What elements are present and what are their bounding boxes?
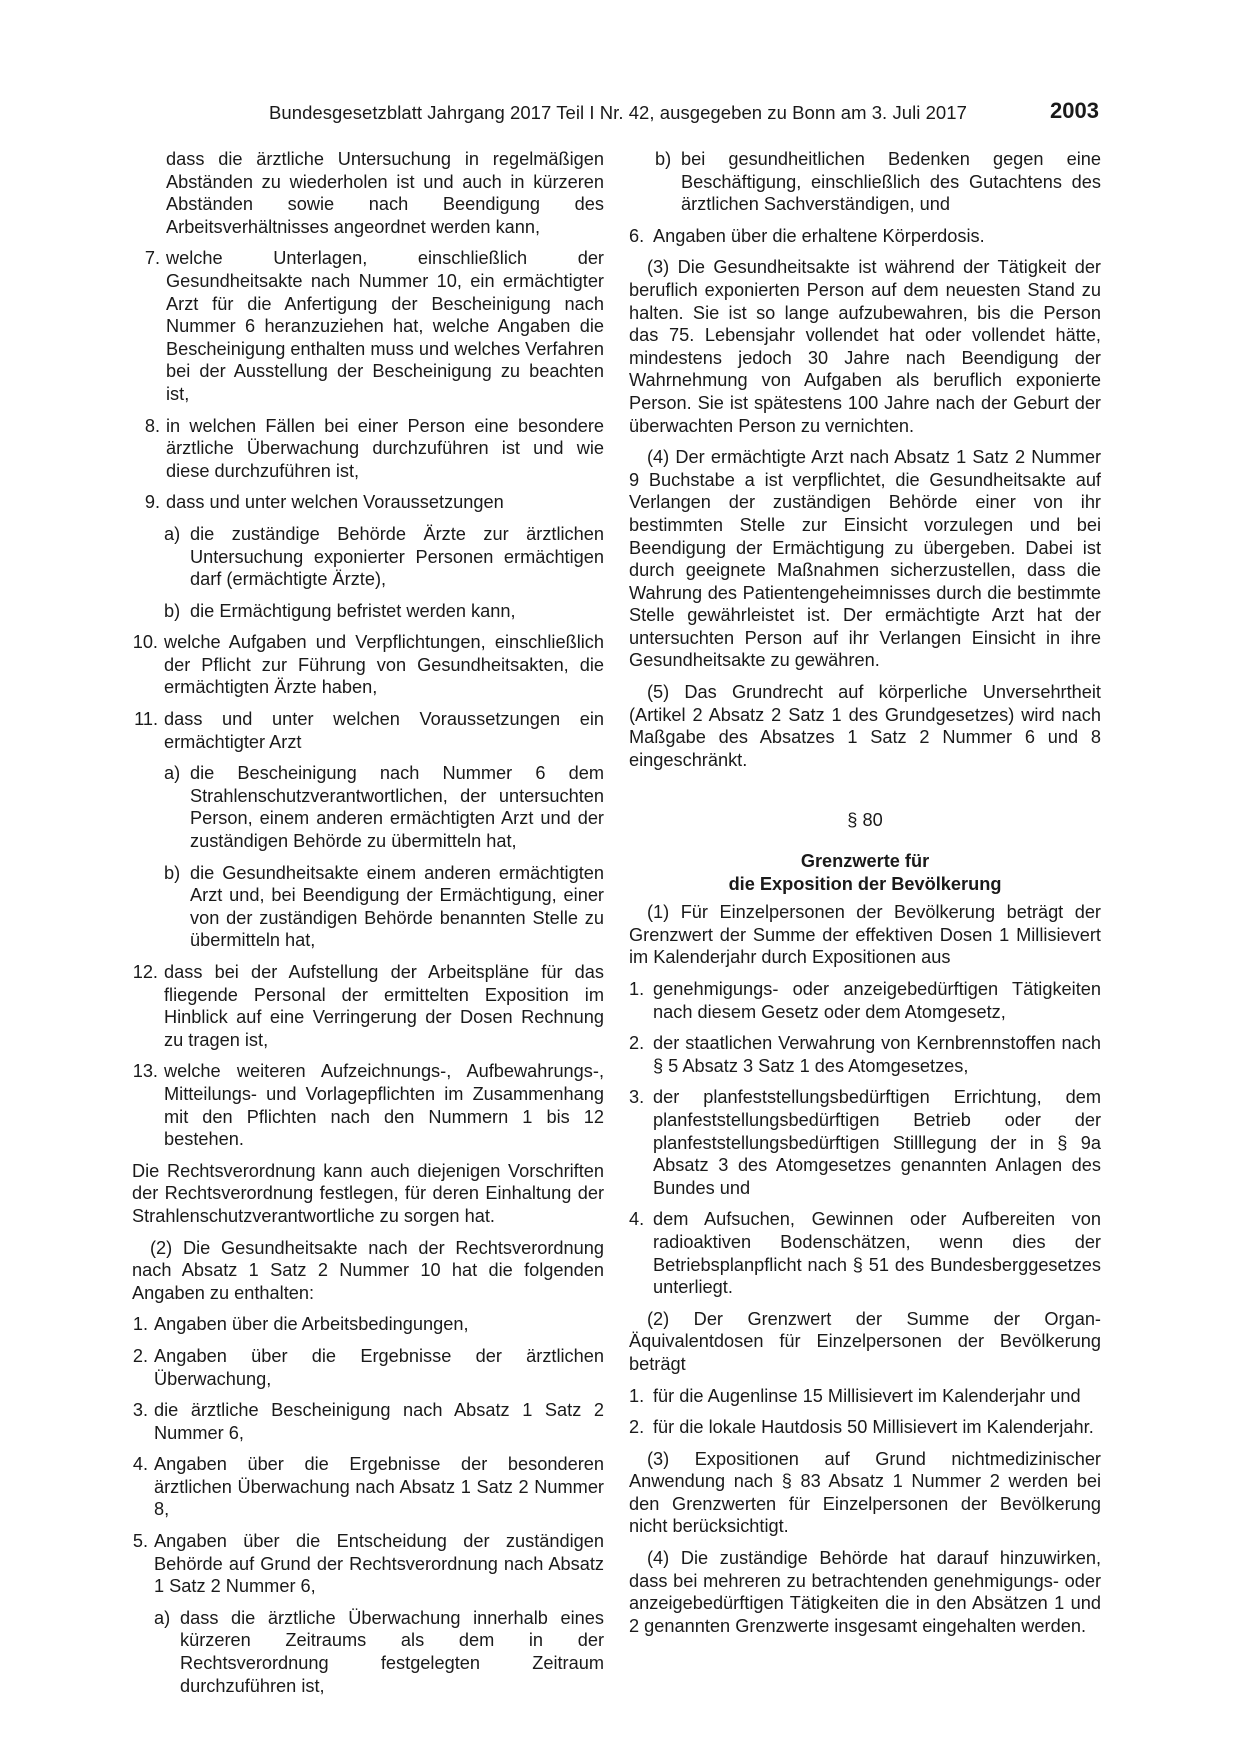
list-item xyxy=(132,1060,604,1150)
list-item-text: dass und unter welchen Voraussetzungen xyxy=(166,492,504,513)
section-title-line-1: Grenzwerte für xyxy=(800,851,930,872)
list-item xyxy=(120,1399,604,1444)
list-item-number: 5. xyxy=(132,1531,148,1552)
list-item xyxy=(629,1416,1101,1439)
list-item-text: Angaben über die erhaltene Körperdosis. xyxy=(653,225,985,246)
list-item-number: 2. xyxy=(629,1033,645,1054)
sub-list-item-text: die Gesundheitsakte einem anderen ermächtigten Arzt und, bei Beendigung der Ermächtigung, einer von der zuständigen Behörde benannten Stelle zu übermitteln hat, xyxy=(190,862,604,951)
left-column xyxy=(132,148,604,1706)
list-item-number: 1. xyxy=(629,1385,645,1406)
sub-list-item-text: bei gesundheitlichen Bedenken gegen eine Beschäftigung, einschließlich des Gutachtens des ärztlichen Sachverständigen, und xyxy=(681,149,1101,215)
list-item xyxy=(629,1208,1101,1298)
paragraph: dass die ärztliche Untersuchung in regelmäßigen Abständen zu wiederholen ist und auch in kürzeren Abständen sowie nach Beendigung des Arbeitsverhältnisses angeordnet werden kann, xyxy=(166,149,604,237)
list-item-text: der staatlichen Verwahrung von Kernbrennstoffen nach § 5 Absatz 3 Satz 1 des Atomgesetzes, xyxy=(653,1033,1101,1076)
right-column xyxy=(629,148,1101,1646)
section-title-line-2: die Exposition der Bevölkerung xyxy=(728,873,1002,894)
list-item-number: 6. xyxy=(629,225,645,246)
list-item xyxy=(132,631,604,699)
list-item-number: 13. xyxy=(132,1061,158,1082)
list-item-number: 3. xyxy=(629,1087,645,1108)
list-item xyxy=(629,1032,1101,1077)
sub-list-item-letter: b) xyxy=(655,149,672,169)
paragraph-absatz-3: (3) Die Gesundheitsakte ist während der Tätigkeit der beruflich exponierten Person auf dem neuesten Stand zu halten. Sie ist so lange aufzubewahren, bis die Person das 75. Lebensjahr vollendet hat oder vollendet hätte, mindestens jedoch 30 Jahre nach Beendigung der Wahrnehmung von Aufgaben als beruflich exponierte Person. Sie ist spätestens 100 Jahre nach der Geburt der überwachten Person zu vernichten. xyxy=(629,257,1101,436)
sub-list-item xyxy=(164,523,604,591)
list-item-number: 10. xyxy=(132,632,158,653)
header-title: Bundesgesetzblatt Jahrgang 2017 Teil I Nr. 42, ausgegeben zu Bonn am 3. Juli 2017 xyxy=(269,102,967,123)
list-item-text: für die Augenlinse 15 Millisievert im Kalenderjahr und xyxy=(653,1385,1081,1406)
section-number: § 80 xyxy=(847,810,883,831)
sub-list-item-letter: a) xyxy=(164,523,181,544)
list-item-text: in welchen Fällen bei einer Person eine besondere ärztliche Überwachung durchzuführen ist und wie diese durchzuführen ist, xyxy=(166,415,604,481)
paragraph-s80-absatz-3: (3) Expositionen auf Grund nichtmedizinischer Anwendung nach § 83 Absatz 1 Nummer 2 werden bei den Grenzwerten für Einzelpersonen der Bevölkerung nicht berücksichtigt. xyxy=(629,1448,1101,1537)
page-header xyxy=(0,98,1241,128)
sub-list-item xyxy=(164,600,604,623)
list-item-number: 2. xyxy=(629,1417,645,1438)
sub-list-item-letter: a) xyxy=(154,1607,171,1628)
list-item-text: Angaben über die Entscheidung der zuständigen Behörde auf Grund der Rechtsverordnung nach Absatz 1 Satz 2 Nummer 6, xyxy=(154,1531,604,1597)
list-item-number: 1. xyxy=(132,1314,148,1335)
list-item xyxy=(629,1086,1101,1199)
list-item-text: Angaben über die Arbeitsbedingungen, xyxy=(154,1314,469,1335)
list-item-number: 12. xyxy=(132,962,158,982)
paragraph: Die Rechtsverordnung kann auch diejenigen Vorschriften der Rechtsverordnung festlegen, für deren Einhaltung der Strahlenschutzverantwortliche zu sorgen hat. xyxy=(132,1160,604,1226)
list-item xyxy=(132,708,604,753)
section-title xyxy=(629,850,1101,895)
paragraph-s80-absatz-1: (1) Für Einzelpersonen der Bevölkerung beträgt der Grenzwert der Summe der effektiven Dosen 1 Millisievert im Kalenderjahr durch Expositionen aus xyxy=(629,902,1101,968)
paragraph-absatz-5: (5) Das Grundrecht auf körperliche Unversehrtheit (Artikel 2 Absatz 2 Satz 1 des Grundgesetzes) wird nach Maßgabe des Absatzes 1 Satz 2 Nummer 6 und 8 eingeschränkt. xyxy=(629,682,1101,770)
list-item xyxy=(120,1453,604,1521)
list-item xyxy=(132,247,604,405)
sub-list-item-letter: b) xyxy=(164,600,181,621)
list-item-number: 9. xyxy=(144,492,160,513)
list-item-text: welche Aufgaben und Verpflichtungen, einschließlich der Pflicht zur Führung von Gesundheitsakten, die ermächtigten Ärzte haben, xyxy=(164,632,604,698)
list-item-number: 7. xyxy=(144,248,160,269)
sub-list-item xyxy=(655,148,1101,216)
list-item-number: 1. xyxy=(629,979,645,999)
sub-list-item xyxy=(164,762,604,852)
list-item-text: die ärztliche Bescheinigung nach Absatz 1 Satz 2 Nummer 6, xyxy=(154,1400,604,1443)
list-item xyxy=(629,1385,1101,1408)
list-item-text: welche weiteren Aufzeichnungs-, Aufbewahrungs-, Mitteilungs- und Vorlagepflichten im Zusammenhang mit den Pflichten nach den Nummern 1 bis 12 bestehen. xyxy=(164,1061,604,1150)
list-item xyxy=(132,415,604,483)
list-item-text: welche Unterlagen, einschließlich der Gesundheitsakte nach Nummer 10, ein ermächtigter Arzt für die Anfertigung der Bescheinigung nach Nummer 6 heranzuziehen hat, welche Angaben die Bescheinigung enthalten muss und welches Verfahren bei der Ausstellung der Bescheinigung zu beachten ist, xyxy=(166,248,604,404)
list-item xyxy=(132,491,604,514)
list-item xyxy=(629,978,1101,1023)
list-item-text: Angaben über die Ergebnisse der besonderen ärztlichen Überwachung nach Absatz 1 Satz 2 Nummer 8, xyxy=(154,1454,604,1520)
list-item-text: Angaben über die Ergebnisse der ärztlichen Überwachung, xyxy=(154,1345,604,1389)
list-item xyxy=(132,961,604,1051)
paragraph-absatz-2: (2) Die Gesundheitsakte nach der Rechtsverordnung nach Absatz 1 Satz 2 Nummer 10 hat die folgenden Angaben zu enthalten: xyxy=(132,1237,604,1303)
list-item-number: 8. xyxy=(144,415,160,436)
list-item-number: 4. xyxy=(132,1454,148,1475)
list-item-number: 4. xyxy=(629,1209,645,1230)
sub-list-item-letter: b) xyxy=(164,862,181,883)
paragraph-s80-absatz-4: (4) Die zuständige Behörde hat darauf hinzuwirken, dass bei mehreren zu betrachtenden genehmigungs- oder anzeigebedürftigen Tätigkeiten die in den Absätzen 1 und 2 genannten Grenzwerte insgesamt eingehalten werden. xyxy=(629,1548,1101,1636)
paragraph-s80-absatz-2: (2) Der Grenzwert der Summe der Organ-Äquivalentdosen für Einzelpersonen der Bevölkerung beträgt xyxy=(629,1308,1101,1374)
list-item-text: der planfeststellungsbedürftigen Errichtung, dem planfeststellungsbedürftigen Betrieb oder der planfeststellungsbedürftigen Stilllegung der in § 9a Absatz 3 des Atomgesetzes genannten Anlagen des Bundes und xyxy=(653,1087,1101,1198)
sub-list-item-text: die Bescheinigung nach Nummer 6 dem Strahlenschutzverantwortlichen, der untersuchten Person, einem anderen ermächtigten Arzt und der zuständigen Behörde zu übermitteln hat, xyxy=(190,763,604,852)
sub-list-item-letter: a) xyxy=(164,763,181,784)
page-number: 2003 xyxy=(1050,98,1099,123)
list-item-number: 2. xyxy=(132,1345,148,1366)
list-item-text: dass und unter welchen Voraussetzungen ein ermächtigter Arzt xyxy=(164,709,604,752)
sub-list-item-text: dass die ärztliche Überwachung innerhalb eines kürzeren Zeitraums als dem in der Rechtsverordnung festgelegten Zeitraum durchzuführen ist, xyxy=(180,1607,604,1696)
sub-list-item-text: die zuständige Behörde Ärzte zur ärztlichen Untersuchung exponierter Personen ermächtigen darf (ermächtigte Ärzte), xyxy=(190,523,604,590)
list-item xyxy=(629,225,1101,248)
paragraph-absatz-4: (4) Der ermächtigte Arzt nach Absatz 1 Satz 2 Nummer 9 Buchstabe a ist verpflichtet, die Gesundheitsakte auf Verlangen der zuständigen Behörde einer von ihr bestimmten Stelle zur Einsicht vorzulegen und bei Beendigung der Ermächtigung zu übergeben. Dabei ist durch geeignete Maßnahmen sicherzustellen, dass die Wahrung des Patientengeheimnisses durch die bestimmte Stelle gewährleistet ist. Der ermächtigte Arzt hat der untersuchten Person auf ihr Verlangen Einsicht in ihre Gesundheitsakte zu gewähren. xyxy=(629,447,1101,671)
list-item-text: genehmigungs- oder anzeigebedürftigen Tätigkeiten nach diesem Gesetz oder dem Atomgesetz, xyxy=(653,979,1101,1022)
list-item-number: 11. xyxy=(134,709,158,730)
list-item-number: 3. xyxy=(132,1400,148,1421)
list-item-text: für die lokale Hautdosis 50 Millisievert im Kalenderjahr. xyxy=(653,1417,1094,1438)
sub-list-item xyxy=(164,862,604,952)
sub-list-item xyxy=(154,1607,604,1697)
list-item xyxy=(120,1313,604,1336)
list-item xyxy=(120,1345,604,1390)
list-item xyxy=(120,1530,604,1598)
sub-list-item-text: die Ermächtigung befristet werden kann, xyxy=(190,600,516,621)
list-item-text: dem Aufsuchen, Gewinnen oder Aufbereiten von radioaktiven Bodenschätzen, wenn dies der Betriebsplanpflicht nach § 51 des Bundesberggesetzes unterliegt. xyxy=(653,1209,1101,1298)
list-item-text: dass bei der Aufstellung der Arbeitspläne für das fliegende Personal der ermittelten Exposition im Hinblick auf eine Verringerung der Dosen Rechnung zu tragen ist, xyxy=(164,962,604,1050)
